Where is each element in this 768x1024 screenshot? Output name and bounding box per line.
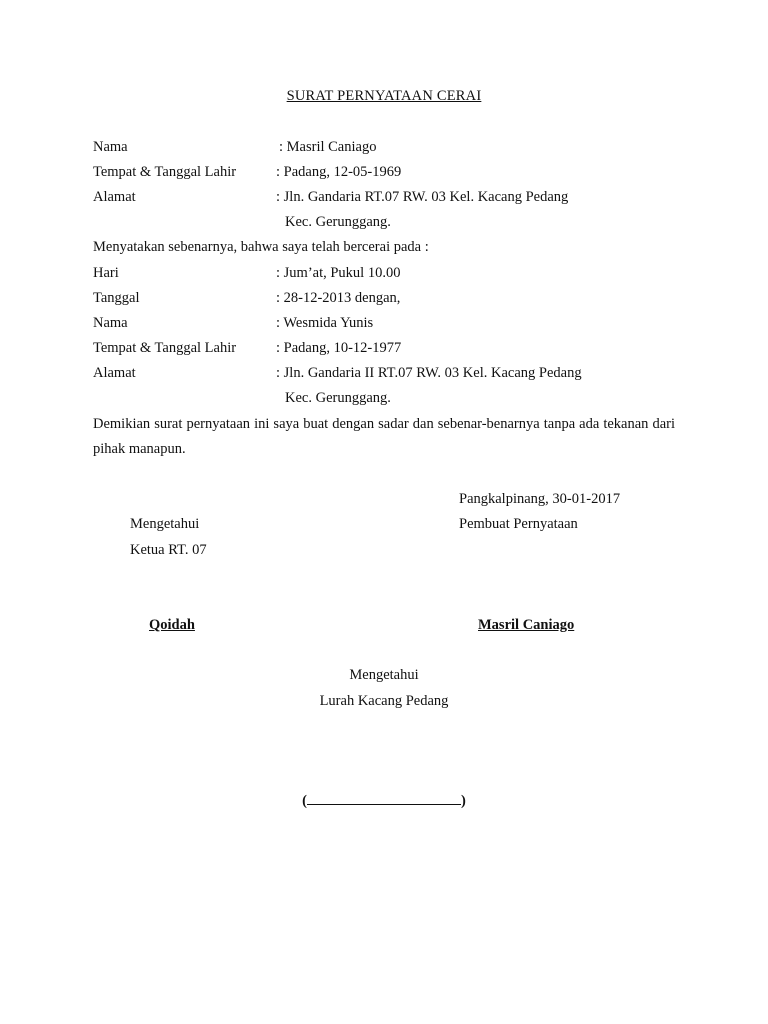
person2-address-value: : Jln. Gandaria II RT.07 RW. 03 Kel. Kacang Pedang	[276, 365, 582, 381]
person2-address-continued: Kec. Gerunggang.	[285, 390, 391, 406]
right-signatory-name: Masril Caniago	[478, 617, 575, 633]
date-label: Tanggal	[93, 290, 140, 306]
person1-address-continued: Kec. Gerunggang.	[285, 214, 391, 230]
left-signatory-name: Qoidah	[149, 617, 195, 633]
person2-name-value: : Wesmida Yunis	[276, 315, 374, 331]
day-label: Hari	[93, 265, 119, 281]
person1-name-value: : Masril Caniago	[279, 139, 377, 155]
signature-line	[307, 792, 461, 805]
left-role-acknowledged: Mengetahui	[130, 516, 200, 532]
statement-line: Menyatakan sebenarnya, bahwa saya telah bercerai pada :	[93, 239, 429, 255]
signature-blank	[0, 792, 768, 810]
document-title: SURAT PERNYATAAN CERAI	[286, 88, 482, 104]
place-date: Pangkalpinang, 30-01-2017	[459, 491, 621, 507]
open-bracket: (	[302, 793, 307, 809]
closing-paragraph: Demikian surat pernyataan ini saya buat dengan sadar dan sebenar-benarnya tanpa ada tekanan dari pihak manapun.	[93, 416, 675, 457]
left-role-title: Ketua RT. 07	[130, 542, 207, 558]
close-bracket: )	[461, 793, 466, 809]
date-value: : 28-12-2013 dengan,	[276, 290, 401, 306]
person1-birth-label: Tempat & Tanggal Lahir	[93, 164, 237, 180]
person1-birth-value: : Padang, 12-05-1969	[276, 164, 402, 180]
center-role-title: Lurah Kacang Pedang	[319, 693, 449, 709]
person2-address-label: Alamat	[93, 365, 136, 381]
person1-name-label: Nama	[93, 139, 128, 155]
person1-address-label: Alamat	[93, 189, 136, 205]
person1-address-value: : Jln. Gandaria RT.07 RW. 03 Kel. Kacang Pedang	[276, 189, 569, 205]
right-role: Pembuat Pernyataan	[459, 516, 578, 532]
person2-birth-value: : Padang, 10-12-1977	[276, 340, 402, 356]
person2-name-label: Nama	[93, 315, 128, 331]
day-value: : Jum’at, Pukul 10.00	[276, 265, 401, 281]
person2-birth-label: Tempat & Tanggal Lahir	[93, 340, 237, 356]
center-role-acknowledged: Mengetahui	[349, 667, 419, 683]
